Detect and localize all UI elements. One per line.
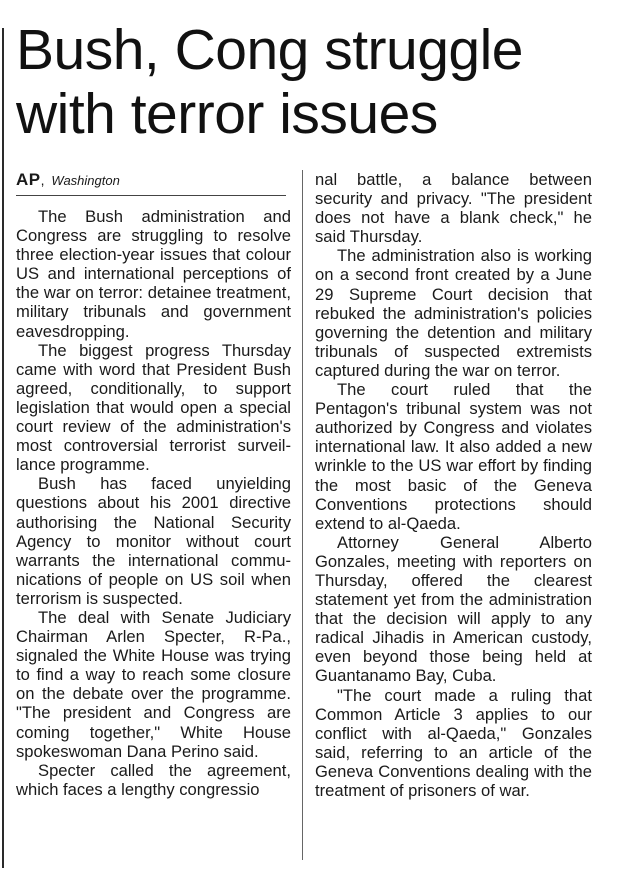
paragraph: Attorney General Alberto Gonzales, meeting with reporters on Thursday, offered the clearest statement yet from the administration that the decision will apply to any radical Jihadis in American custody, even beyond those being held at Guantanamo Bay, Cuba. <box>315 532 592 686</box>
paragraph: The biggest progress Thursday came with word that President Bush agreed, conditionally, to support legislation that would open a special court review of the administration's most controversial terrorist surveillance programme. <box>16 340 291 475</box>
paragraph: The Bush administration and Congress are struggling to resolve three election-year issues that colour US and international perceptions of the war on terror: detainee treatment, military tribunals and government eavesdropping. <box>16 207 291 341</box>
article-column-left <box>16 170 291 799</box>
paragraph: The court ruled that the Pentagon's tribunal system was not authorized by Congress and violates international law. It also added a new wrinkle to the US war effort by finding the most basic of the Geneva Conventions protections should extend to al-Qaeda. <box>315 380 592 533</box>
dateline-agency: AP <box>16 170 41 189</box>
left-border-rule <box>2 28 4 868</box>
paragraph: Specter called the agreement, which faces a lengthy congressio <box>16 760 291 799</box>
paragraph: nal battle, a balance between security and privacy. "The president does not have a blank check," he said Thursday. <box>315 170 592 247</box>
paragraph: The deal with Senate Judiciary Chairman Arlen Specter, R-Pa., signaled the White House was trying to find a way to reach some closure on the debate over the programme. "The president and Congress are coming together," White House spokeswoman Dana Perino said. <box>16 607 291 761</box>
column-divider <box>302 170 303 860</box>
dateline: AP, Washington <box>16 170 120 189</box>
dateline-rule <box>16 195 286 196</box>
paragraph: The administration also is working on a second front created by a June 29 Supreme Court decision that rebuked the administration's policies governing the detention and military tribunals of suspected extremists captured during the war on terror. <box>315 246 592 380</box>
dateline-place: Washington <box>51 173 120 188</box>
paragraph: "The court made a ruling that Common Article 3 applies to our conflict with al-Qaeda," Gonzales said, referring to an article of the Geneva Conventions dealing with the treatment of prisoners of war. <box>315 685 592 800</box>
headline: Bush, Cong struggle with terror issues <box>16 18 523 146</box>
paragraph: Bush has faced unyielding questions about his 2001 directive authorising the National Security Agency to monitor without court warrants the international communications of people on US soil when terrorism is suspected. <box>16 474 291 608</box>
article-column-right <box>315 170 592 800</box>
